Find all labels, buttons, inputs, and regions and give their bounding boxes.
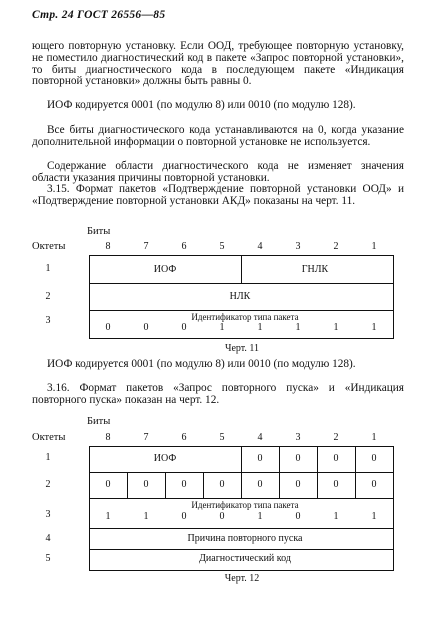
bit-number: 1 (371, 241, 377, 252)
bit-value: 1 (105, 511, 111, 522)
bit-value: 1 (333, 511, 339, 522)
bit-value: 0 (333, 453, 339, 464)
row-number: 2 (45, 479, 51, 490)
bit-number: 7 (143, 241, 149, 252)
bit-number: 5 (219, 241, 225, 252)
lcn-field: НЛК (229, 291, 251, 302)
bit-value: 1 (219, 322, 225, 333)
bit-number: 4 (257, 241, 263, 252)
column-divider (279, 446, 280, 498)
bit-value: 1 (257, 322, 263, 333)
column-divider (355, 446, 356, 498)
bit-value: 1 (143, 511, 149, 522)
column-divider (203, 472, 204, 498)
row-number: 1 (45, 263, 51, 274)
row-separator (89, 528, 394, 529)
row-number: 2 (45, 291, 51, 302)
packet-type-label: Идентификатор типа пакета (191, 312, 299, 322)
row-number: 5 (45, 553, 51, 564)
paragraph-5: 3.15. Формат пакетов «Подтверждение повторной установки ООД» и «Подтверждение повторной установки АКД» показаны на черт. 11. (32, 183, 404, 207)
column-divider (241, 446, 242, 472)
packet-type-label: Идентификатор типа пакета (191, 500, 299, 510)
paragraph-1: ющего повторную установку. Если ООД, требующее повторную установку, не поместило диагностический код в пакете «Запрос повторной установки», то биты диагностического кода в последующем пакете «Индикация повторной установки» должны быть равны 0. (32, 40, 404, 88)
row-number: 3 (45, 509, 51, 520)
bit-number: 4 (257, 432, 263, 443)
bit-value: 1 (371, 322, 377, 333)
bits-label: Биты (87, 416, 111, 427)
paragraph-6: ИОФ кодируется 0001 (по модулю 8) или 0010 (по модулю 128). (47, 358, 356, 370)
bit-number: 1 (371, 432, 377, 443)
bit-value: 1 (333, 322, 339, 333)
bit-number: 3 (295, 432, 301, 443)
row-number: 4 (45, 533, 51, 544)
bit-value: 0 (181, 479, 187, 490)
paragraph-7: 3.16. Формат пакетов «Запрос повторного пуска» и «Индикация повторного пуска» показан на черт. 12. (32, 382, 404, 406)
bit-value: 0 (105, 322, 111, 333)
restart-cause-field: Причина повторного пуска (187, 533, 303, 544)
bit-value: 1 (295, 322, 301, 333)
row-number: 1 (45, 452, 51, 463)
figure-caption: Черт. 12 (224, 573, 260, 584)
column-divider (127, 472, 128, 498)
bit-number: 2 (333, 241, 339, 252)
bit-number: 6 (181, 432, 187, 443)
bit-value: 0 (143, 479, 149, 490)
bit-value: 0 (105, 479, 111, 490)
bit-number: 7 (143, 432, 149, 443)
bit-value: 0 (371, 453, 377, 464)
column-divider (241, 255, 242, 283)
row-separator (89, 498, 394, 499)
bit-value: 0 (257, 453, 263, 464)
bit-value: 0 (333, 479, 339, 490)
row-number: 3 (45, 315, 51, 326)
lcgn-field: ГНЛК (301, 264, 329, 275)
bit-number: 2 (333, 432, 339, 443)
gfi-field: ИОФ (153, 453, 177, 464)
paragraph-2: ИОФ кодируется 0001 (по модулю 8) или 0010 (по модулю 128). (47, 99, 356, 111)
bit-value: 0 (295, 479, 301, 490)
column-divider (317, 446, 318, 498)
bit-number: 8 (105, 432, 111, 443)
row-separator (89, 549, 394, 550)
diagnostic-code-field: Диагностический код (199, 553, 291, 564)
bit-value: 1 (257, 511, 263, 522)
bit-value: 0 (181, 322, 187, 333)
bit-value: 0 (371, 479, 377, 490)
bit-value: 0 (219, 479, 225, 490)
bit-value: 1 (371, 511, 377, 522)
bit-number: 6 (181, 241, 187, 252)
column-divider (165, 472, 166, 498)
bit-value: 0 (143, 322, 149, 333)
bit-number: 5 (219, 432, 225, 443)
gfi-field: ИОФ (153, 264, 177, 275)
paragraph-4: Содержание области диагностического кода не изменяет значения области указания причины повторной установки. (32, 160, 404, 184)
figure-caption: Черт. 11 (224, 343, 260, 354)
octets-label: Октеты (32, 432, 66, 443)
bit-number: 8 (105, 241, 111, 252)
page-header: Стр. 24 ГОСТ 26556—85 (32, 9, 166, 21)
bit-value: 0 (181, 511, 187, 522)
paragraph-3: Все биты диагностического кода устанавливаются на 0, когда указание дополнительной информации о повторной установке не используется. (32, 124, 404, 148)
bit-value: 0 (257, 479, 263, 490)
bits-label: Биты (87, 226, 111, 237)
column-divider (241, 472, 242, 498)
bit-value: 0 (295, 511, 301, 522)
bit-number: 3 (295, 241, 301, 252)
bit-value: 0 (219, 511, 225, 522)
bit-value: 0 (295, 453, 301, 464)
octets-label: Октеты (32, 241, 66, 252)
